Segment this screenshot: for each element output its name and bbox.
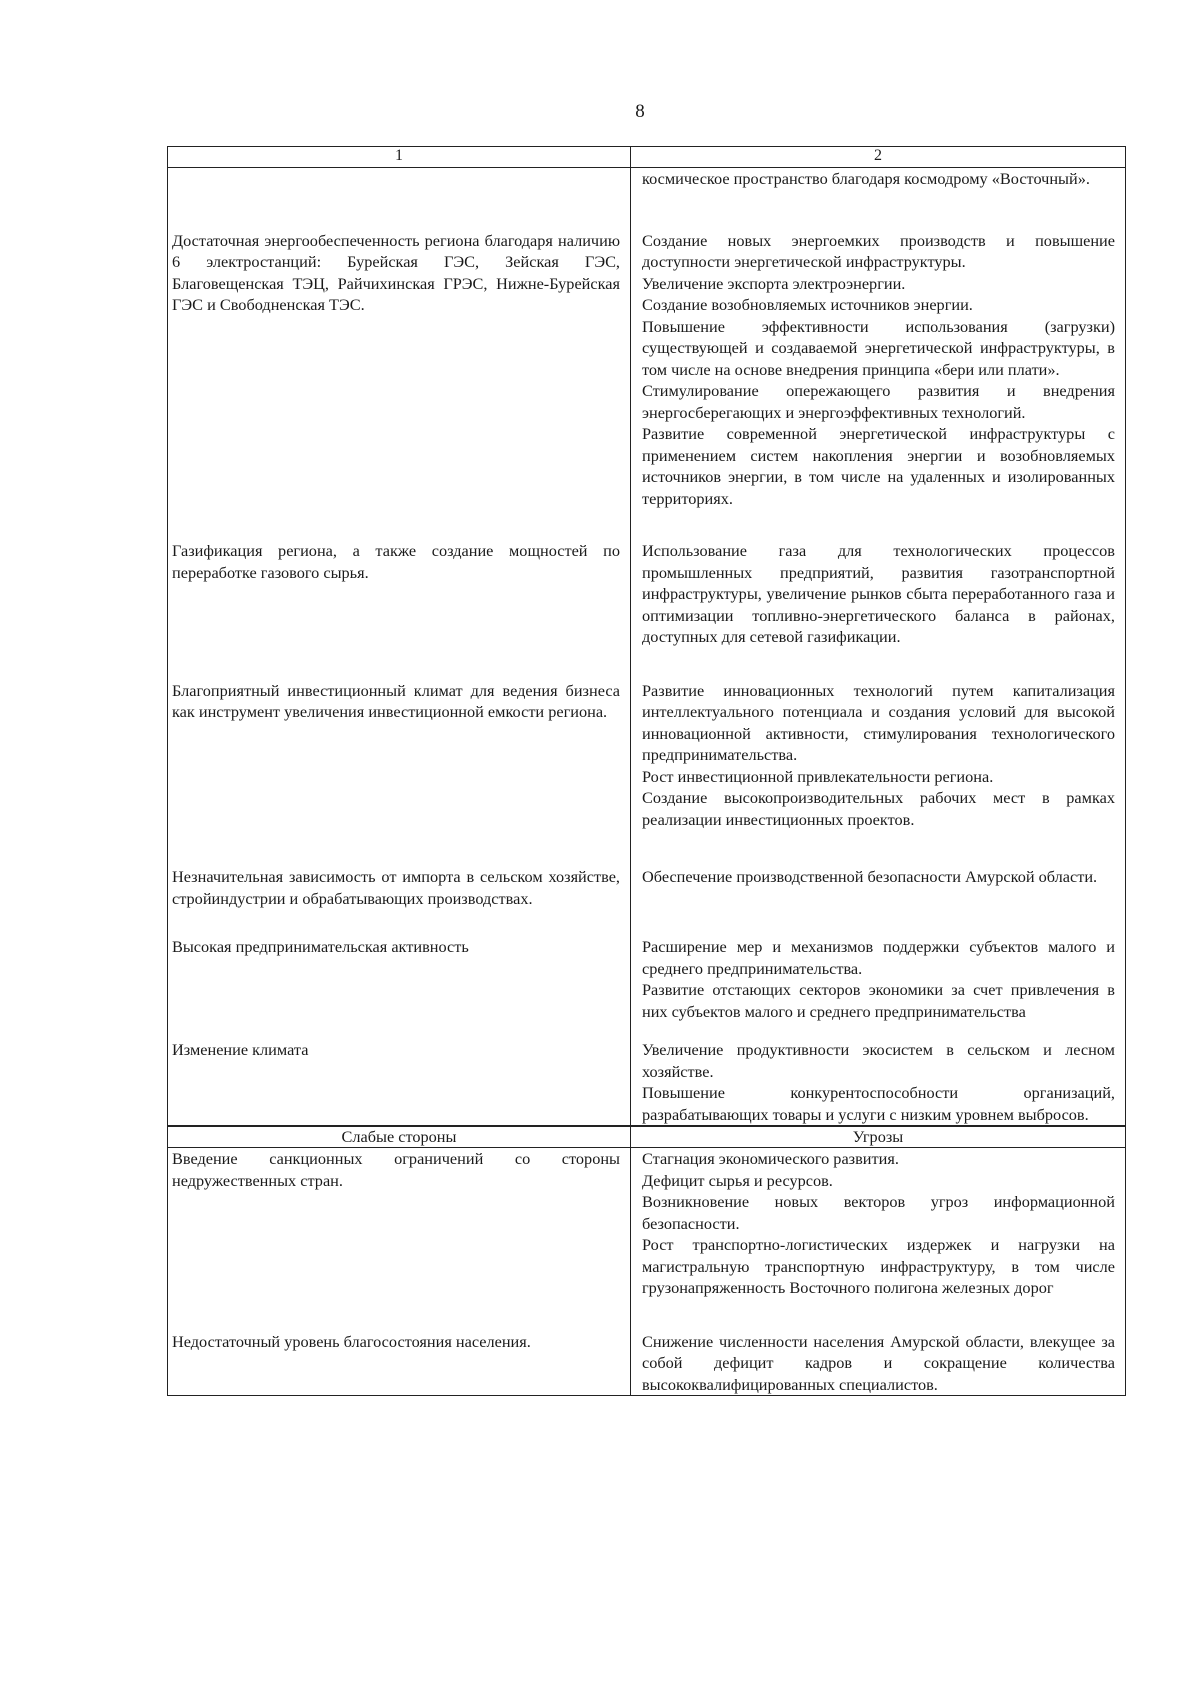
opportunity-text: Создание возобновляемых источников энергии. [642,295,973,314]
strength-text: Высокая предпринимательская активность [172,937,469,956]
weakness-cell [168,1148,631,1299]
strength-text: Незначительная зависимость от импорта в сельском хозяйстве, стройиндустрии и обрабатывающих производствах. [172,867,620,908]
opportunity-text: Рост инвестиционной привлекательности региона. [642,766,994,786]
threat-text: Дефицит сырья и ресурсов. [642,1170,833,1190]
strength-text: Достаточная энергообеспеченность региона благодаря наличию 6 электростанций: Бурейская ГЭС, Зейская ГЭС, Благовещенская ТЭЦ, Райчихинская ГРЭС, Нижне-Бурейская ГЭС и Свободненская ТЭС. [172,230,620,314]
swot-table [167,146,1126,1396]
page-number: 8 [635,101,645,122]
opportunity-text: Создание новых энергоемких производств и повышение доступности энергетической инфраструктуры. [642,230,1115,271]
threat-text: Рост транспортно-логистических издержек и нагрузки на магистральную транспортную инфраструктуру, в том числе грузонапряженность Восточного полигона железных дорог [642,1235,1115,1297]
opportunity-cell [631,680,1126,831]
opportunity-cell [631,230,1126,510]
threat-cell [631,1331,1126,1396]
weaknesses-threats-header [168,1126,1126,1148]
opportunity-cell [631,168,1126,190]
opportunity-text: космическое пространство благодаря космодрому «Восточный». [642,169,1090,188]
strength-cell [168,936,631,1022]
opportunity-cell [631,540,1126,648]
table-row [168,168,1126,190]
table-row [168,1039,1126,1126]
strength-text: Газификация региона, а также создание мощностей по переработке газового сырья. [172,541,620,582]
opportunity-text: Развитие современной энергетической инфраструктуры с применением систем накопления энергии и возобновляемых источников энергии, в том числе на удаленных и изолированных территориях. [642,424,1115,508]
threat-text: Снижение численности населения Амурской области, влекущее за собой дефицит кадров и сокращение количества высококвалифицированных специалистов. [642,1331,1115,1394]
threats-heading: Угрозы [631,1126,1126,1148]
table-row [168,1331,1126,1396]
opportunity-text: Обеспечение производственной безопасности Амурской области. [642,867,1098,886]
opportunity-cell [631,1039,1126,1126]
opportunity-text: Использование газа для технологических процессов промышленных предприятий, развития газотранспортной инфраструктуры, увеличение рынков сбыта переработанного газа и оптимизации топливно-энергетического баланса в районах, доступных для сетевой газификации. [642,541,1115,646]
opportunity-text: Стимулирование опережающего развития и внедрения энергосберегающих и энергоэффективных технологий. [642,381,1115,422]
strength-cell [168,1039,631,1126]
opportunity-text: Повышение конкурентоспособности организаций, разрабатывающих товары и услуги с низким уровнем выбросов. [642,1083,1115,1124]
table-row [168,1148,1126,1299]
table-row [168,230,1126,510]
column-number-header [168,147,1126,168]
strength-cell [168,866,631,909]
table-row [168,936,1126,1022]
weaknesses-heading: Слабые стороны [168,1126,631,1148]
threat-text: Возникновение новых векторов угроз информационной безопасности. [642,1192,1115,1233]
opportunity-text: Создание высокопроизводительных рабочих мест в рамках реализации инвестиционных проектов. [642,788,1115,829]
table-row [168,866,1126,909]
weakness-text: Недостаточный уровень благосостояния населения. [172,1331,531,1351]
column-number-1: 1 [168,147,631,168]
strength-cell [168,168,631,190]
opportunity-cell [631,866,1126,909]
opportunity-text: Развитие инновационных технологий путем капитализация интеллектуального потенциала и создания условий для высокой инновационной активности, стимулирования технологического предпринимательства. [642,680,1115,764]
strength-cell [168,680,631,831]
strength-text: Благоприятный инвестиционный климат для ведения бизнеса как инструмент увеличения инвестиционной емкости региона. [172,680,620,721]
opportunity-text: Увеличение продуктивности экосистем в сельском и лесном хозяйстве. [642,1040,1115,1081]
opportunity-text: Развитие отстающих секторов экономики за счет привлечения в них субъектов малого и среднего предпринимательства [642,980,1115,1021]
table-row [168,680,1126,831]
weakness-cell [168,1331,631,1396]
threat-text: Стагнация экономического развития. [642,1149,899,1168]
strength-text: Изменение климата [172,1040,309,1059]
weakness-text: Введение санкционных ограничений со стороны недружественных стран. [172,1149,620,1190]
strength-cell [168,230,631,510]
opportunity-text: Увеличение экспорта электроэнергии. [642,273,906,293]
opportunity-text: Расширение мер и механизмов поддержки субъектов малого и среднего предпринимательства. [642,937,1115,978]
threat-cell [631,1148,1126,1299]
opportunity-cell [631,936,1126,1022]
table-row [168,540,1126,648]
column-number-2: 2 [631,147,1126,168]
opportunity-text: Повышение эффективности использования (загрузки) существующей и создаваемой энергетической инфраструктуры, в том числе на основе внедрения принципа «бери или плати». [642,316,1115,379]
strength-cell [168,540,631,648]
